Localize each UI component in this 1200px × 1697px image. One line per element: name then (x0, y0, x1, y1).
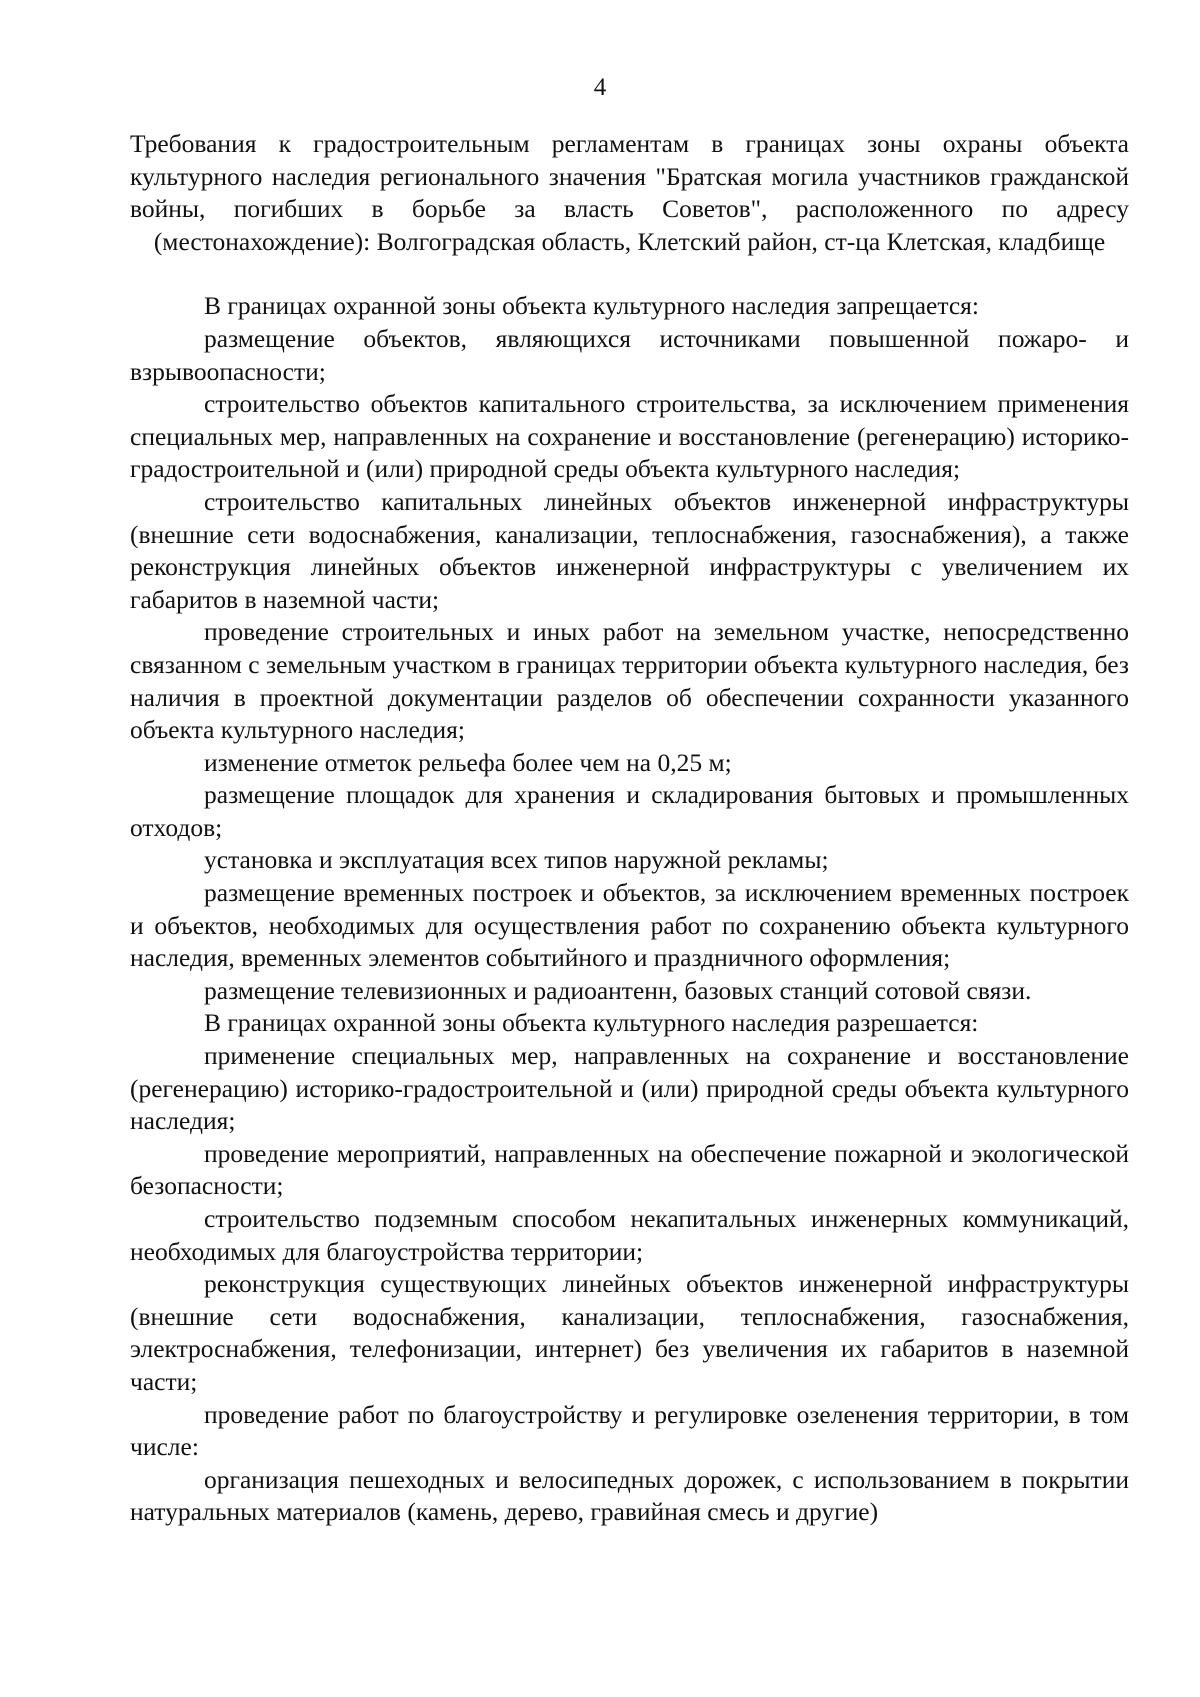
document-title: Требования к градостроительным регламентам в границах зоны охраны объекта культурного наследия регионального значения "Братская могила участников гражданской войны, погибших в борьбе за власть Советов", расположенного по адресу (местонахождение): Волгоградская область, Клетский район, ст-ца Клетская, кладбище (130, 129, 1129, 256)
paragraph-item: размещение площадок для хранения и складирования бытовых и промышленных отходов; (130, 780, 1129, 842)
paragraph-item: строительство подземным способом некапитальных инженерных коммуникаций, необходимых для благоустройства территории; (130, 1204, 1129, 1266)
paragraph-item: проведение работ по благоустройству и регулировке озеленения территории, в том числе: (130, 1399, 1129, 1462)
paragraph-item: проведение мероприятий, направленных на обеспечение пожарной и экологической безопасности; (130, 1138, 1129, 1201)
paragraph-item: строительство объектов капитального строительства, за исключением применения специальных мер, направленных на сохранение и восстановление (регенерацию) историко-градостроительной и (или) природной среды объекта культурного наследия; (130, 389, 1129, 484)
paragraph-item: размещение временных построек и объектов, за исключением временных построек и объектов, необходимых для осуществления работ по сохранению объекта культурного наследия, временных элементов событийного и праздничного оформления; (130, 878, 1129, 973)
paragraph-item: строительство капитальных линейных объектов инженерной инфраструктуры (внешние сети водоснабжения, канализации, теплоснабжения, газоснабжения), а также реконструкция линейных объектов инженерной инфраструктуры с увеличением их габаритов в наземной части; (130, 486, 1129, 614)
paragraph-prohibited-intro: В границах охранной зоны объекта культурного наследия запрещается: (204, 291, 979, 321)
paragraph-item: размещение телевизионных и радиоантенн, базовых станций сотовой связи. (204, 975, 1032, 1005)
document-body (130, 290, 1129, 1529)
paragraph-item: применение специальных мер, направленных на сохранение и восстановление (регенерацию) историко-градостроительной и (или) природной среды объекта культурного наследия; (130, 1041, 1129, 1136)
paragraph-allowed-intro: В границах охранной зоны объекта культурного наследия разрешается: (204, 1008, 979, 1038)
paragraph-item: проведение строительных и иных работ на земельном участке, непосредственно связанном с земельным участком в границах территории объекта культурного наследия, без наличия в проектной документации разделов об обеспечении сохранности указанного объекта культурного наследия; (130, 617, 1129, 745)
paragraph-item: размещение объектов, являющихся источниками повышенной пожаро- и взрывоопасности; (130, 323, 1129, 386)
paragraph-item: реконструкция существующих линейных объектов инженерной инфраструктуры (внешние сети водоснабжения, канализации, теплоснабжения, газоснабжения, электроснабжения, телефонизации, интернет) без увеличения их габаритов в наземной части; (130, 1269, 1129, 1396)
document-content (130, 128, 1129, 1529)
paragraph-item: установка и эксплуатация всех типов наружной рекламы; (204, 845, 829, 875)
paragraph-item: изменение отметок рельефа более чем на 0,25 м; (204, 747, 732, 777)
paragraph-item: организация пешеходных и велосипедных дорожек, с использованием в покрытии натуральных материалов (камень, дерево, гравийная смесь и другие) (130, 1464, 1129, 1527)
page-number: 4 (593, 74, 607, 101)
